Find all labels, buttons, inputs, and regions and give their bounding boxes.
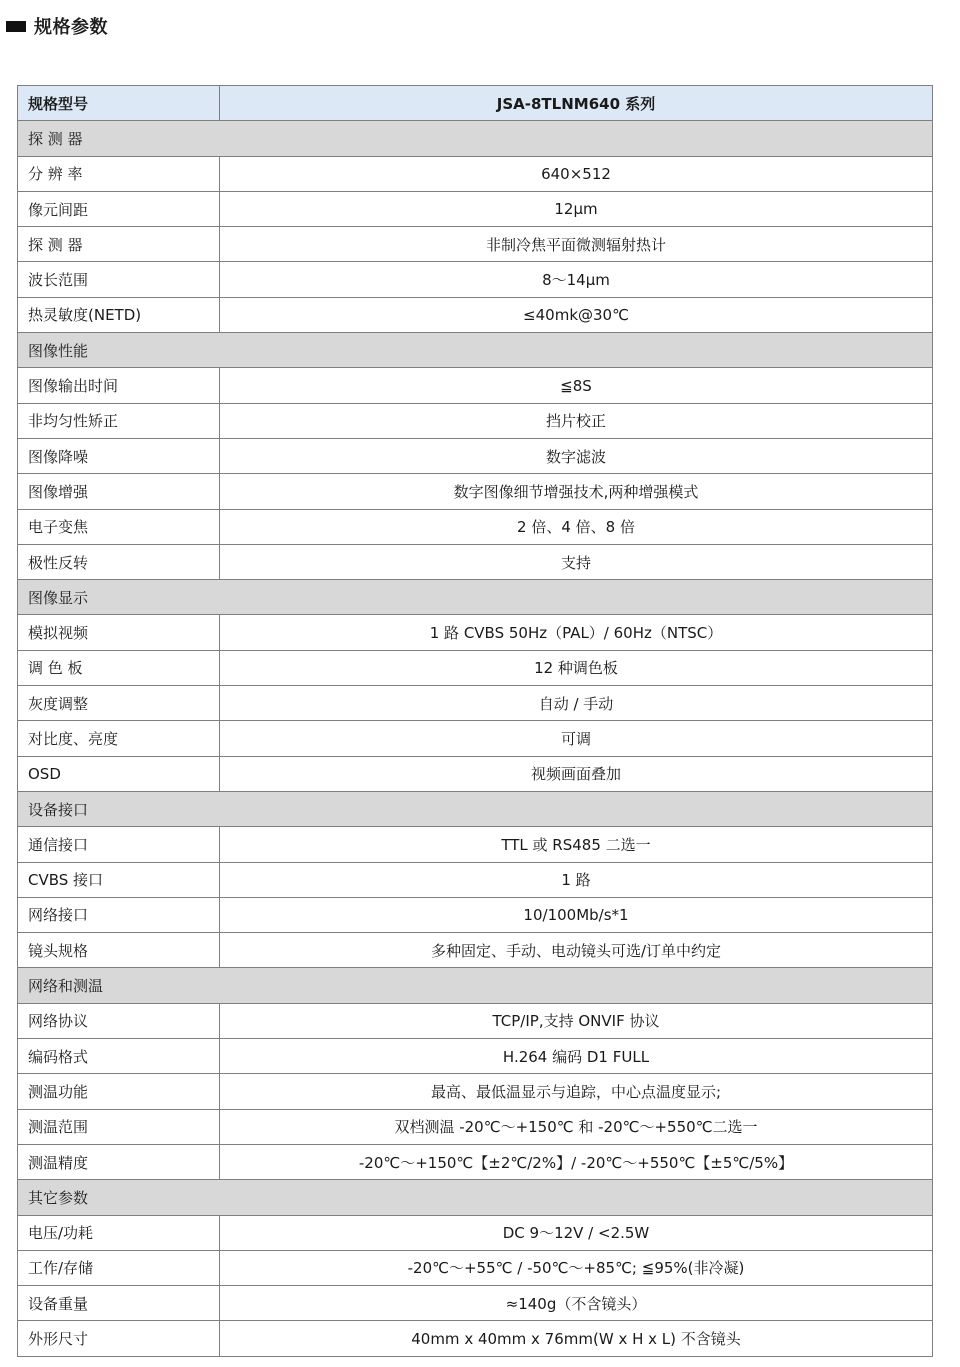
spec-value: -20℃～+55℃ / -50℃～+85℃; ≦95%(非冷凝) — [220, 1250, 933, 1285]
spec-label: 测温范围 — [18, 1109, 220, 1144]
spec-value: 挡片校正 — [220, 403, 933, 438]
spec-value: 10/100Mb/s*1 — [220, 897, 933, 932]
spec-label: 网络协议 — [18, 1003, 220, 1038]
spec-group-row — [18, 791, 933, 826]
spec-value: 12 种调色板 — [220, 650, 933, 685]
section-header — [6, 12, 108, 40]
spec-row — [18, 721, 933, 756]
spec-value: 多种固定、手动、电动镜头可选/订单中约定 — [220, 933, 933, 968]
spec-group-row — [18, 580, 933, 615]
spec-row — [18, 615, 933, 650]
spec-row — [18, 297, 933, 332]
spec-value: 双档测温 -20℃～+150℃ 和 -20℃～+550℃二选一 — [220, 1109, 933, 1144]
spec-row — [18, 1144, 933, 1179]
spec-row — [18, 650, 933, 685]
spec-value: 可调 — [220, 721, 933, 756]
spec-row — [18, 1039, 933, 1074]
spec-row — [18, 933, 933, 968]
spec-row — [18, 368, 933, 403]
spec-label: 镜头规格 — [18, 933, 220, 968]
spec-value: 视频画面叠加 — [220, 756, 933, 791]
spec-value: 1 路 — [220, 862, 933, 897]
spec-label: CVBS 接口 — [18, 862, 220, 897]
group-label: 其它参数 — [18, 1180, 933, 1215]
spec-row — [18, 827, 933, 862]
spec-label: 波长范围 — [18, 262, 220, 297]
spec-value: 640×512 — [220, 156, 933, 191]
spec-value: TTL 或 RS485 二选一 — [220, 827, 933, 862]
spec-value: DC 9～12V / <2.5W — [220, 1215, 933, 1250]
spec-row — [18, 509, 933, 544]
spec-value: 数字滤波 — [220, 438, 933, 473]
spec-label: 图像增强 — [18, 474, 220, 509]
spec-label: 模拟视频 — [18, 615, 220, 650]
spec-row — [18, 227, 933, 262]
spec-group-row — [18, 968, 933, 1003]
spec-row — [18, 1286, 933, 1321]
group-label: 图像性能 — [18, 333, 933, 368]
spec-label: 对比度、亮度 — [18, 721, 220, 756]
spec-row — [18, 544, 933, 579]
spec-row — [18, 1321, 933, 1356]
header-label: 规格型号 — [18, 86, 220, 121]
spec-label: 工作/存储 — [18, 1250, 220, 1285]
spec-row — [18, 1215, 933, 1250]
spec-row — [18, 862, 933, 897]
spec-table — [17, 85, 933, 1357]
group-label: 网络和测温 — [18, 968, 933, 1003]
spec-row — [18, 686, 933, 721]
spec-group-row — [18, 1180, 933, 1215]
spec-label: 通信接口 — [18, 827, 220, 862]
section-title: 规格参数 — [34, 17, 108, 38]
spec-value: ≦8S — [220, 368, 933, 403]
spec-value: TCP/IP,支持 ONVIF 协议 — [220, 1003, 933, 1038]
spec-row — [18, 756, 933, 791]
spec-label: 分 辨 率 — [18, 156, 220, 191]
spec-label: OSD — [18, 756, 220, 791]
spec-label: 测温精度 — [18, 1144, 220, 1179]
header-value: JSA-8TLNM640 系列 — [220, 86, 933, 121]
spec-label: 图像输出时间 — [18, 368, 220, 403]
spec-row — [18, 191, 933, 226]
spec-label: 电压/功耗 — [18, 1215, 220, 1250]
section-marker-icon — [6, 21, 26, 32]
spec-label: 探 测 器 — [18, 227, 220, 262]
spec-row — [18, 262, 933, 297]
spec-value: 40mm x 40mm x 76mm(W x H x L) 不含镜头 — [220, 1321, 933, 1356]
spec-row — [18, 156, 933, 191]
spec-value: 1 路 CVBS 50Hz（PAL）/ 60Hz（NTSC） — [220, 615, 933, 650]
spec-value: 数字图像细节增强技术,两种增强模式 — [220, 474, 933, 509]
spec-label: 网络接口 — [18, 897, 220, 932]
spec-label: 外形尺寸 — [18, 1321, 220, 1356]
spec-value: H.264 编码 D1 FULL — [220, 1039, 933, 1074]
spec-header-row — [18, 86, 933, 121]
spec-label: 电子变焦 — [18, 509, 220, 544]
spec-value: ≈140g（不含镜头） — [220, 1286, 933, 1321]
spec-label: 极性反转 — [18, 544, 220, 579]
spec-label: 灰度调整 — [18, 686, 220, 721]
spec-value: 12μm — [220, 191, 933, 226]
spec-row — [18, 1003, 933, 1038]
group-label: 设备接口 — [18, 791, 933, 826]
spec-value: 非制冷焦平面微测辐射热计 — [220, 227, 933, 262]
spec-label: 测温功能 — [18, 1074, 220, 1109]
spec-row — [18, 1074, 933, 1109]
spec-value: 2 倍、4 倍、8 倍 — [220, 509, 933, 544]
spec-value: ≤40mk@30℃ — [220, 297, 933, 332]
spec-value: 自动 / 手动 — [220, 686, 933, 721]
spec-value: 支持 — [220, 544, 933, 579]
spec-group-row — [18, 333, 933, 368]
spec-value: 8～14μm — [220, 262, 933, 297]
spec-label: 图像降噪 — [18, 438, 220, 473]
spec-label: 热灵敏度(NETD) — [18, 297, 220, 332]
group-label: 探 测 器 — [18, 121, 933, 156]
spec-label: 编码格式 — [18, 1039, 220, 1074]
group-label: 图像显示 — [18, 580, 933, 615]
spec-label: 调 色 板 — [18, 650, 220, 685]
spec-group-row — [18, 121, 933, 156]
spec-value: 最高、最低温显示与追踪，中心点温度显示; — [220, 1074, 933, 1109]
spec-row — [18, 474, 933, 509]
spec-row — [18, 1250, 933, 1285]
spec-label: 像元间距 — [18, 191, 220, 226]
spec-label: 非均匀性矫正 — [18, 403, 220, 438]
spec-value: -20℃～+150℃【±2℃/2%】/ -20℃～+550℃【±5℃/5%】 — [220, 1144, 933, 1179]
spec-label: 设备重量 — [18, 1286, 220, 1321]
spec-table-body — [18, 86, 933, 1357]
spec-row — [18, 897, 933, 932]
spec-row — [18, 403, 933, 438]
spec-row — [18, 438, 933, 473]
spec-row — [18, 1109, 933, 1144]
